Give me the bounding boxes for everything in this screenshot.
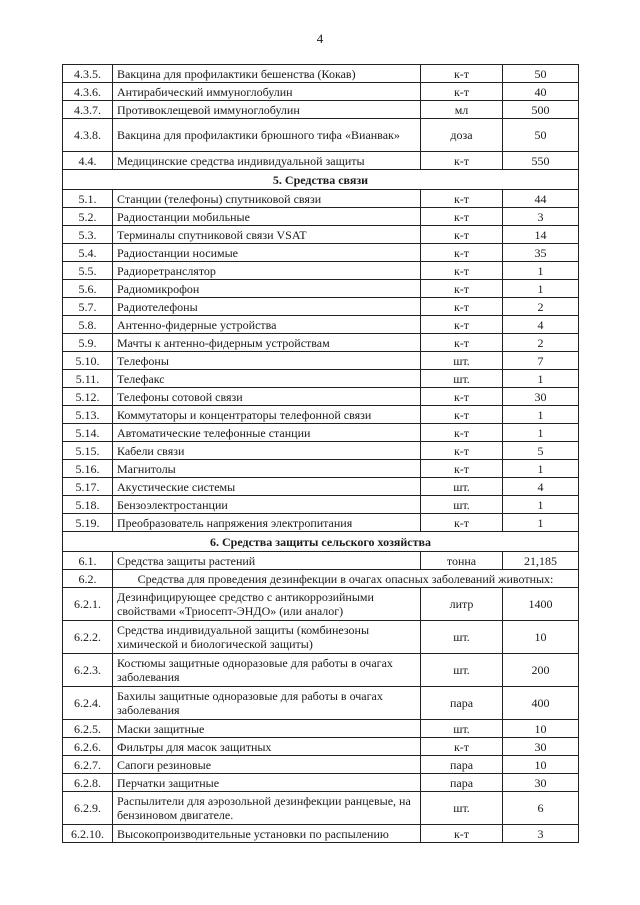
- item-unit: к-т: [421, 298, 503, 316]
- item-quantity: 3: [503, 825, 579, 843]
- item-unit: к-т: [421, 334, 503, 352]
- section-title: 6. Средства защиты сельского хозяйства: [63, 532, 579, 552]
- item-quantity: 7: [503, 352, 579, 370]
- item-quantity: 1: [503, 406, 579, 424]
- row-number: 5.7.: [63, 298, 113, 316]
- item-name: Радиостанции мобильные: [113, 208, 421, 226]
- item-unit: мл: [421, 101, 503, 119]
- item-name: Вакцина для профилактики брюшного тифа «Вианвак»: [113, 119, 421, 152]
- table-row: [63, 552, 579, 570]
- row-number: 5.13.: [63, 406, 113, 424]
- table-row: [63, 424, 579, 442]
- table-row: [63, 226, 579, 244]
- item-unit: к-т: [421, 388, 503, 406]
- table-row: [63, 687, 579, 720]
- item-quantity: 500: [503, 101, 579, 119]
- item-unit: к-т: [421, 65, 503, 83]
- item-name: Дезинфицирующее средство с антикоррозийными свойствами «Триосепт-ЭНДО» (или аналог): [113, 588, 421, 621]
- table-row: [63, 352, 579, 370]
- row-number: 6.2.5.: [63, 720, 113, 738]
- row-number: 5.8.: [63, 316, 113, 334]
- row-number: 4.3.7.: [63, 101, 113, 119]
- item-name: Антирабический иммуноглобулин: [113, 83, 421, 101]
- item-name: Распылители для аэрозольной дезинфекции ранцевые, на бензиновом двигателе.: [113, 792, 421, 825]
- item-name: Вакцина для профилактики бешенства (Кокав): [113, 65, 421, 83]
- table-row: [63, 388, 579, 406]
- item-name: Радиоретранслятор: [113, 262, 421, 280]
- item-unit: шт.: [421, 621, 503, 654]
- row-number: 5.9.: [63, 334, 113, 352]
- table-row: [63, 101, 579, 119]
- item-unit: шт.: [421, 792, 503, 825]
- row-number: 6.2.10.: [63, 825, 113, 843]
- item-unit: к-т: [421, 83, 503, 101]
- item-unit: к-т: [421, 514, 503, 532]
- row-number: 5.1.: [63, 190, 113, 208]
- item-quantity: 35: [503, 244, 579, 262]
- table-row: [63, 262, 579, 280]
- row-number: 6.1.: [63, 552, 113, 570]
- item-quantity: 50: [503, 119, 579, 152]
- item-quantity: 40: [503, 83, 579, 101]
- table-row: [63, 478, 579, 496]
- row-number: 5.15.: [63, 442, 113, 460]
- item-name: Коммутаторы и концентраторы телефонной связи: [113, 406, 421, 424]
- item-unit: тонна: [421, 552, 503, 570]
- item-quantity: 1: [503, 460, 579, 478]
- item-quantity: 44: [503, 190, 579, 208]
- item-quantity: 10: [503, 720, 579, 738]
- item-quantity: 21,185: [503, 552, 579, 570]
- table-row: [63, 621, 579, 654]
- row-number: 4.3.8.: [63, 119, 113, 152]
- table-row: [63, 119, 579, 152]
- item-unit: к-т: [421, 442, 503, 460]
- item-name: Антенно-фидерные устройства: [113, 316, 421, 334]
- section-title: 5. Средства связи: [63, 170, 579, 190]
- table-row: [63, 774, 579, 792]
- item-quantity: 1400: [503, 588, 579, 621]
- item-name: Перчатки защитные: [113, 774, 421, 792]
- row-number: 5.12.: [63, 388, 113, 406]
- item-unit: пара: [421, 687, 503, 720]
- item-quantity: 1: [503, 424, 579, 442]
- row-number: 4.4.: [63, 152, 113, 170]
- row-number: 5.17.: [63, 478, 113, 496]
- item-unit: к-т: [421, 280, 503, 298]
- item-quantity: 550: [503, 152, 579, 170]
- item-unit: шт.: [421, 654, 503, 687]
- item-quantity: 1: [503, 280, 579, 298]
- table-row: [63, 406, 579, 424]
- table-row: [63, 208, 579, 226]
- table-row: [63, 298, 579, 316]
- item-quantity: 200: [503, 654, 579, 687]
- item-unit: к-т: [421, 424, 503, 442]
- item-quantity: 30: [503, 738, 579, 756]
- row-number: 5.16.: [63, 460, 113, 478]
- item-quantity: 1: [503, 496, 579, 514]
- row-number: 5.3.: [63, 226, 113, 244]
- item-name: Костюмы защитные одноразовые для работы в очагах заболевания: [113, 654, 421, 687]
- table-row: [63, 334, 579, 352]
- row-number: 4.3.6.: [63, 83, 113, 101]
- item-unit: литр: [421, 588, 503, 621]
- table-row: [63, 792, 579, 825]
- group-description: Средства для проведения дезинфекции в очагах опасных заболеваний животных:: [113, 570, 579, 588]
- section-header-row: [63, 170, 579, 190]
- row-number: 5.4.: [63, 244, 113, 262]
- item-name: Сапоги резиновые: [113, 756, 421, 774]
- row-number: 6.2.3.: [63, 654, 113, 687]
- item-name: Акустические системы: [113, 478, 421, 496]
- item-name: Автоматические телефонные станции: [113, 424, 421, 442]
- item-name: Противоклещевой иммуноглобулин: [113, 101, 421, 119]
- item-unit: пара: [421, 774, 503, 792]
- table-row: [63, 460, 579, 478]
- item-quantity: 6: [503, 792, 579, 825]
- item-name: Магнитолы: [113, 460, 421, 478]
- row-number: 6.2.1.: [63, 588, 113, 621]
- item-name: Фильтры для масок защитных: [113, 738, 421, 756]
- item-quantity: 10: [503, 621, 579, 654]
- row-number: 5.10.: [63, 352, 113, 370]
- row-number: 5.18.: [63, 496, 113, 514]
- item-unit: к-т: [421, 226, 503, 244]
- section-header-row: [63, 532, 579, 552]
- table-row: [63, 280, 579, 298]
- table-row: [63, 720, 579, 738]
- item-unit: к-т: [421, 244, 503, 262]
- table-row: [63, 152, 579, 170]
- table-row: [63, 738, 579, 756]
- item-unit: пара: [421, 756, 503, 774]
- item-name: Телефоны: [113, 352, 421, 370]
- item-name: Медицинские средства индивидуальной защиты: [113, 152, 421, 170]
- row-number: 5.11.: [63, 370, 113, 388]
- item-quantity: 2: [503, 334, 579, 352]
- row-number: 6.2.4.: [63, 687, 113, 720]
- item-name: Средства индивидуальной защиты (комбинезоны химической и биологической защиты): [113, 621, 421, 654]
- item-name: Телефакс: [113, 370, 421, 388]
- item-quantity: 4: [503, 316, 579, 334]
- row-number: 6.2.9.: [63, 792, 113, 825]
- item-unit: к-т: [421, 738, 503, 756]
- item-unit: шт.: [421, 352, 503, 370]
- item-unit: к-т: [421, 152, 503, 170]
- item-name: Кабели связи: [113, 442, 421, 460]
- item-name: Высокопроизводительные установки по распылению: [113, 825, 421, 843]
- item-quantity: 1: [503, 514, 579, 532]
- table-row: [63, 654, 579, 687]
- item-unit: шт.: [421, 370, 503, 388]
- item-quantity: 10: [503, 756, 579, 774]
- table-row: [63, 570, 579, 588]
- item-name: Преобразователь напряжения электропитания: [113, 514, 421, 532]
- page-number: 4: [316, 31, 324, 46]
- row-number: 6.2.2.: [63, 621, 113, 654]
- item-name: Терминалы спутниковой связи VSAT: [113, 226, 421, 244]
- item-name: Радиомикрофон: [113, 280, 421, 298]
- item-unit: к-т: [421, 825, 503, 843]
- item-quantity: 3: [503, 208, 579, 226]
- table-row: [63, 442, 579, 460]
- item-quantity: 14: [503, 226, 579, 244]
- table-row: [63, 370, 579, 388]
- item-quantity: 50: [503, 65, 579, 83]
- item-unit: к-т: [421, 262, 503, 280]
- item-quantity: 400: [503, 687, 579, 720]
- row-number: 6.2.6.: [63, 738, 113, 756]
- item-unit: шт.: [421, 720, 503, 738]
- row-number: 6.2.: [63, 570, 113, 588]
- item-quantity: 2: [503, 298, 579, 316]
- item-quantity: 1: [503, 262, 579, 280]
- table-row: [63, 244, 579, 262]
- table-row: [63, 756, 579, 774]
- item-unit: доза: [421, 119, 503, 152]
- row-number: 5.2.: [63, 208, 113, 226]
- item-name: Маски защитные: [113, 720, 421, 738]
- item-unit: к-т: [421, 190, 503, 208]
- row-number: 5.19.: [63, 514, 113, 532]
- item-unit: к-т: [421, 406, 503, 424]
- table-row: [63, 588, 579, 621]
- table-row: [63, 190, 579, 208]
- item-quantity: 4: [503, 478, 579, 496]
- table-row: [63, 514, 579, 532]
- row-number: 5.5.: [63, 262, 113, 280]
- item-name: Бензоэлектростанции: [113, 496, 421, 514]
- row-number: 6.2.7.: [63, 756, 113, 774]
- item-unit: к-т: [421, 316, 503, 334]
- item-quantity: 30: [503, 774, 579, 792]
- item-name: Радиостанции носимые: [113, 244, 421, 262]
- item-name: Бахилы защитные одноразовые для работы в очагах заболевания: [113, 687, 421, 720]
- item-name: Радиотелефоны: [113, 298, 421, 316]
- equipment-table: [62, 64, 579, 843]
- table-row: [63, 496, 579, 514]
- item-unit: шт.: [421, 496, 503, 514]
- row-number: 5.14.: [63, 424, 113, 442]
- item-name: Средства защиты растений: [113, 552, 421, 570]
- row-number: 6.2.8.: [63, 774, 113, 792]
- table-row: [63, 65, 579, 83]
- item-name: Станции (телефоны) спутниковой связи: [113, 190, 421, 208]
- item-unit: шт.: [421, 478, 503, 496]
- item-quantity: 5: [503, 442, 579, 460]
- table-row: [63, 83, 579, 101]
- table-row: [63, 825, 579, 843]
- item-name: Телефоны сотовой связи: [113, 388, 421, 406]
- item-unit: к-т: [421, 460, 503, 478]
- table-body: [63, 65, 579, 843]
- item-quantity: 1: [503, 370, 579, 388]
- table-row: [63, 316, 579, 334]
- item-quantity: 30: [503, 388, 579, 406]
- row-number: 4.3.5.: [63, 65, 113, 83]
- item-unit: к-т: [421, 208, 503, 226]
- row-number: 5.6.: [63, 280, 113, 298]
- item-name: Мачты к антенно-фидерным устройствам: [113, 334, 421, 352]
